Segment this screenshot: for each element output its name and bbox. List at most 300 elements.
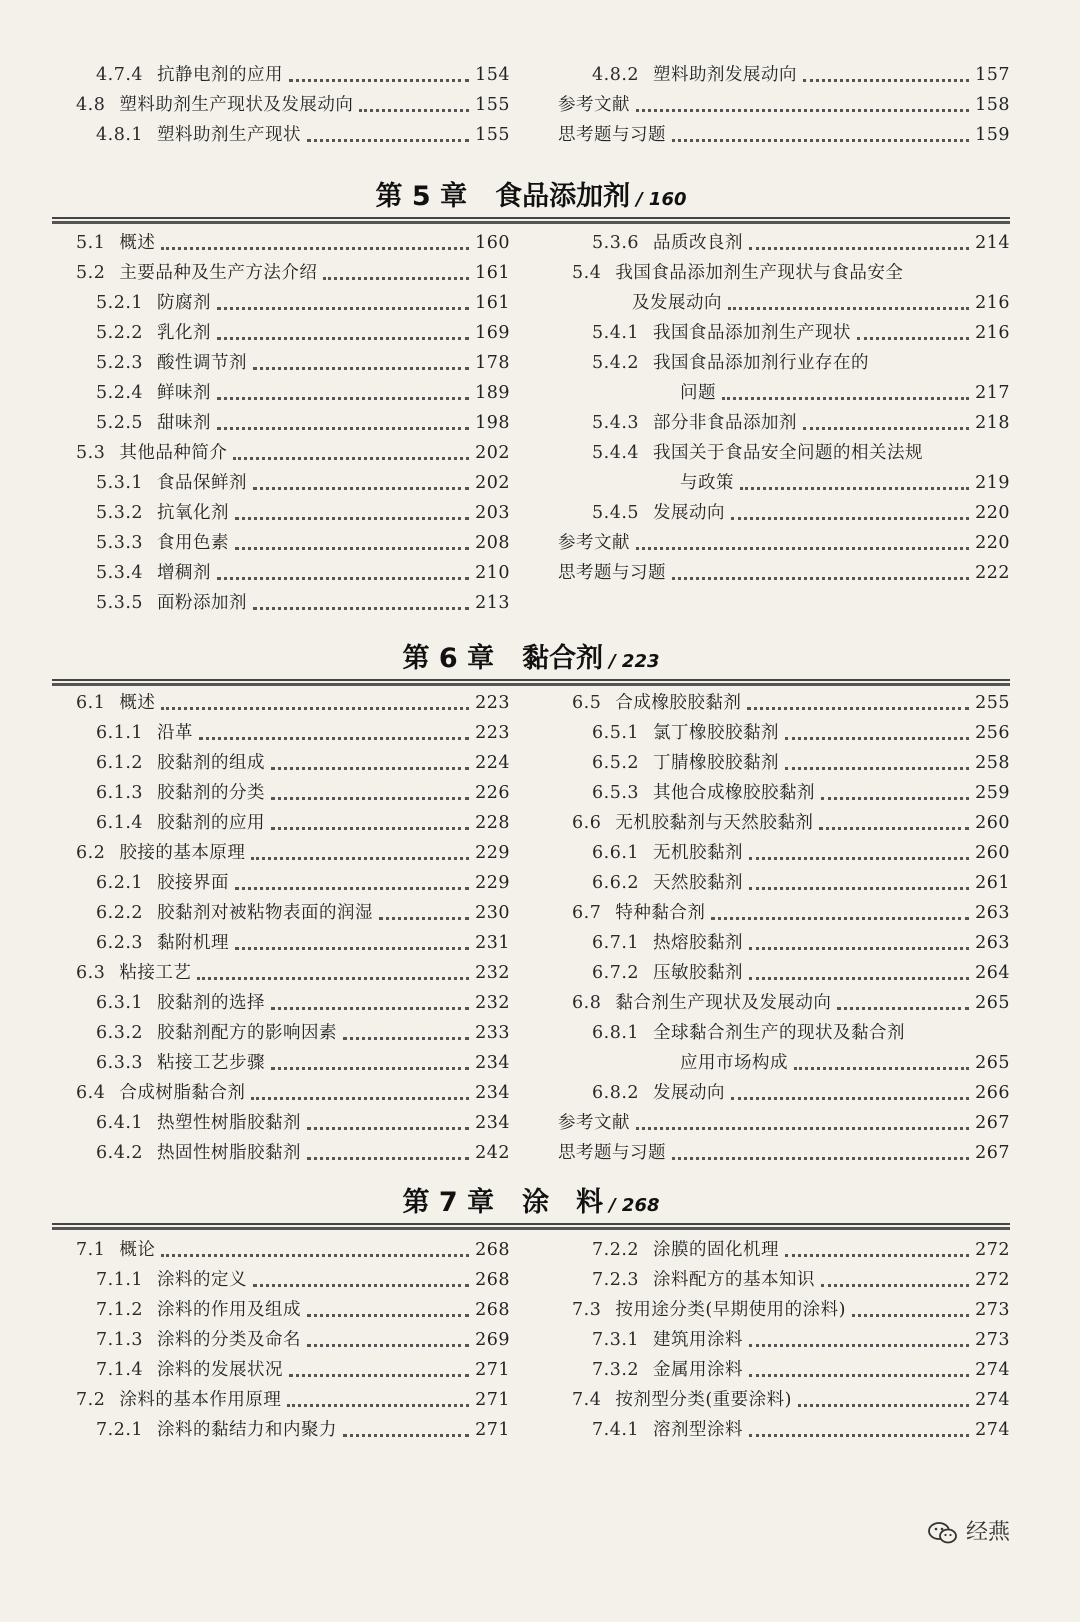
dot-leader [749,857,969,860]
toc-entry [62,1415,510,1445]
toc-entry [558,1138,1010,1168]
toc-entry-page: 202 [475,443,510,463]
toc-entry-title: 粘接工艺 [119,963,192,983]
toc-entry-title: 参考文献 [558,1113,630,1133]
dot-leader [271,1067,469,1070]
dot-leader [636,109,969,112]
toc-column-left [62,1235,510,1445]
toc-entry-number: 6.8 [572,993,602,1013]
toc-entry [62,318,510,348]
toc-entry-page: 214 [975,233,1010,253]
toc-entry-number: 5.4.3 [592,413,640,433]
toc-entry [558,528,1010,558]
toc-entry-page: 242 [475,1143,510,1163]
toc-entry-number: 5.2.4 [96,383,144,403]
toc-entry [558,1265,1010,1295]
toc-entry-page: 155 [475,125,510,145]
toc-entry-number: 7.1.3 [96,1330,144,1350]
toc-entry [558,688,1010,718]
toc-entry-number: 6.3.2 [96,1023,144,1043]
toc-entry-number: 6.8.2 [592,1083,640,1103]
toc-entry [558,1235,1010,1265]
toc-entry-number: 4.8.2 [592,65,640,85]
toc-entry-page: 216 [975,293,1010,313]
toc-entry-page: 189 [475,383,510,403]
dot-leader [794,1067,969,1070]
dot-leader [307,1344,469,1347]
toc-entry-title: 参考文献 [558,95,630,115]
toc-entry-number: 6.1 [76,693,106,713]
dot-leader [837,1007,969,1010]
dot-leader [253,367,469,370]
toc-entry-page: 160 [475,233,510,253]
dot-leader [749,1374,969,1377]
toc-entry-number: 6.6 [572,813,602,833]
toc-entry-title: 涂料的发展状况 [157,1360,284,1380]
toc-entry-page: 271 [475,1360,510,1380]
chapter-page: / 268 [609,1195,660,1216]
toc-entry [62,1108,510,1138]
toc-entry-title: 特种黏合剂 [615,903,706,923]
toc-entry-number: 5.2.2 [96,323,144,343]
dot-leader [749,1344,969,1347]
toc-entry-page: 223 [475,723,510,743]
toc-entry [558,468,1010,498]
toc-entry-title: 无机胶黏剂 [653,843,744,863]
toc-entry-number: 5.4 [572,263,602,283]
toc-entry-page: 267 [975,1113,1010,1133]
toc-entry [62,958,510,988]
chapter-title: 涂 料 [522,1187,604,1218]
toc-entry-page: 231 [475,933,510,953]
toc-entry-page: 155 [475,95,510,115]
toc-entry [62,1235,510,1265]
toc-entry [62,468,510,498]
toc-entry-title: 粘接工艺步骤 [157,1053,266,1073]
dot-leader [803,79,969,82]
toc-entry-number: 7.2.2 [592,1240,640,1260]
toc-entry-page: 159 [975,125,1010,145]
chapter-heading [52,1182,1010,1224]
toc-entry-number: 6.1.4 [96,813,144,833]
toc-entry-page: 258 [975,753,1010,773]
toc-entry-page: 228 [475,813,510,833]
chapter-title: 黏合剂 [522,643,604,674]
toc-entry [62,378,510,408]
toc-entry-title: 面粉添加剂 [157,593,248,613]
toc-entry-number: 5.4.1 [592,323,640,343]
toc-entry [558,558,1010,588]
toc-entry-number: 5.2.5 [96,413,144,433]
toc-entry [558,258,1010,288]
dot-leader [636,1127,969,1130]
toc-entry-page: 224 [475,753,510,773]
toc-entry-title: 热固性树脂胶黏剂 [157,1143,302,1163]
dot-leader [307,1157,469,1160]
toc-entry-page: 260 [975,813,1010,833]
chapter-rule [52,679,1010,686]
toc-entry-title: 我国食品添加剂生产现状与食品安全 [615,263,904,283]
toc-entry-title: 溶剂型涂料 [653,1420,744,1440]
toc-entry-number: 5.4.2 [592,353,640,373]
toc-entry-title: 胶黏剂的分类 [157,783,266,803]
toc-entry [558,868,1010,898]
dot-leader [731,517,969,520]
toc-entry-number: 6.2.1 [96,873,144,893]
toc-entry-number: 7.1.1 [96,1270,144,1290]
toc-entry-number: 4.8 [76,95,106,115]
toc-entry-title: 我国食品添加剂行业存在的 [653,353,870,373]
dot-leader [271,1007,469,1010]
toc-entry-page: 274 [975,1360,1010,1380]
toc-entry [558,1048,1010,1078]
toc-entry-page: 272 [975,1270,1010,1290]
toc-entry-title: 涂料配方的基本知识 [653,1270,816,1290]
dot-leader [217,577,469,580]
dot-leader [722,397,969,400]
toc-entry [62,528,510,558]
toc-entry-title: 无机胶黏剂与天然胶黏剂 [615,813,814,833]
toc-entry-number: 6.5.2 [592,753,640,773]
toc-entry-title: 胶黏剂配方的影响因素 [157,1023,338,1043]
toc-entry [558,1415,1010,1445]
toc-entry-number: 7.3.2 [592,1360,640,1380]
toc-entry-title: 主要品种及生产方法介绍 [119,263,318,283]
toc-entry-title: 概述 [119,233,156,253]
toc-entry-number: 6.3.3 [96,1053,144,1073]
dot-leader [821,797,969,800]
dot-leader [271,767,469,770]
toc-entry-page: 157 [975,65,1010,85]
toc-entry [62,1355,510,1385]
toc-entry [62,228,510,258]
dot-leader [636,547,969,550]
toc-entry-title: 防腐剂 [157,293,212,313]
dot-leader [217,337,469,340]
toc-entry-title: 涂膜的固化机理 [653,1240,780,1260]
toc-entry-number: 5.2.3 [96,353,144,373]
dot-leader [217,397,469,400]
toc-entry [558,318,1010,348]
toc-entry-number: 6.4.1 [96,1113,144,1133]
toc-entry-number: 7.3 [572,1300,602,1320]
toc-entry [558,438,1010,468]
dot-leader [251,1097,469,1100]
toc-entry-number: 5.3.5 [96,593,144,613]
toc-entry [558,1295,1010,1325]
toc-entry-title: 鲜味剂 [157,383,212,403]
toc-entry-number: 7.1.4 [96,1360,144,1380]
dot-leader [343,1434,469,1437]
toc-entry [62,498,510,528]
toc-entry-number: 5.4.5 [592,503,640,523]
toc-entry-title: 丁腈橡胶胶黏剂 [653,753,780,773]
dot-leader [235,547,469,550]
dot-leader [857,337,969,340]
toc-entry-number: 7.1.2 [96,1300,144,1320]
toc-entry-page: 256 [975,723,1010,743]
toc-entry [62,258,510,288]
toc-entry-number: 5.4.4 [592,443,640,463]
toc-entry-title: 酸性调节剂 [157,353,248,373]
toc-entry [62,988,510,1018]
toc-entry-title: 抗氧化剂 [157,503,230,523]
toc-entry-page: 267 [975,1143,1010,1163]
chapter-rule [52,217,1010,224]
toc-entry [558,348,1010,378]
toc-entry-number: 6.5.1 [592,723,640,743]
toc-entry-page: 202 [475,473,510,493]
toc-entry [62,120,510,150]
toc-entry-number: 5.3.1 [96,473,144,493]
toc-entry-page: 230 [475,903,510,923]
toc-entry-title: 胶接界面 [157,873,230,893]
toc-entry-page: 268 [475,1300,510,1320]
toc-entry [558,898,1010,928]
dot-leader [672,139,969,142]
toc-entry-title: 胶黏剂的应用 [157,813,266,833]
toc-entry-page: 273 [975,1330,1010,1350]
toc-entry-title: 塑料助剂生产现状 [157,125,302,145]
dot-leader [379,917,469,920]
toc-entry-page: 268 [475,1240,510,1260]
dot-leader [749,887,969,890]
toc-entry-title: 增稠剂 [157,563,212,583]
toc-entry [558,120,1010,150]
toc-entry-title: 氯丁橡胶胶黏剂 [653,723,780,743]
toc-entry [558,228,1010,258]
toc-entry-page: 263 [975,903,1010,923]
toc-entry-page: 229 [475,873,510,893]
toc-entry-number: 6.1.2 [96,753,144,773]
toc-entry-page: 271 [475,1420,510,1440]
toc-entry-page: 234 [475,1113,510,1133]
toc-entry-page: 260 [975,843,1010,863]
toc-entry-title: 甜味剂 [157,413,212,433]
toc-entry-number: 6.1.1 [96,723,144,743]
toc-entry [62,558,510,588]
toc-entry [558,1325,1010,1355]
toc-entry-title: 参考文献 [558,533,630,553]
toc-entry [558,928,1010,958]
toc-column-left [62,688,510,1168]
toc-entry-page: 169 [475,323,510,343]
toc-entry-title: 思考题与习题 [558,563,666,583]
toc-entry-number: 5.2.1 [96,293,144,313]
toc-entry-title: 热塑性树脂胶黏剂 [157,1113,302,1133]
toc-entry [62,60,510,90]
dot-leader [343,1037,469,1040]
toc-column-right [558,60,1010,150]
chapter-rule [52,1223,1010,1230]
toc-entry-title: 胶接的基本原理 [119,843,246,863]
toc-entry-number: 4.7.4 [96,65,144,85]
toc-entry-number: 6.7 [572,903,602,923]
toc-entry [62,718,510,748]
toc-entry [558,718,1010,748]
toc-entry-title: 问题 [680,383,716,403]
chapter-page: / 223 [609,651,660,672]
toc-entry-title: 涂料的作用及组成 [157,1300,302,1320]
toc-entry-number: 6.7.1 [592,933,640,953]
toc-entry [62,588,510,618]
toc-entry-title: 概论 [119,1240,156,1260]
toc-entry-page: 261 [975,873,1010,893]
dot-leader [289,1374,469,1377]
toc-entry-title: 黏附机理 [157,933,230,953]
toc-entry-number: 5.2 [76,263,106,283]
toc-entry [62,1018,510,1048]
toc-entry-title: 其他合成橡胶胶黏剂 [653,783,816,803]
toc-entry-page: 263 [975,933,1010,953]
toc-entry [558,778,1010,808]
toc-entry [558,60,1010,90]
toc-entry-number: 6.6.2 [592,873,640,893]
chapter-title: 食品添加剂 [495,181,631,212]
dot-leader [747,707,969,710]
toc-entry-page: 268 [475,1270,510,1290]
toc-entry-title: 黏合剂生产现状及发展动向 [615,993,832,1013]
dot-leader [749,947,969,950]
toc-entry-title: 其他品种简介 [119,443,228,463]
toc-entry-title: 按剂型分类(重要涂料) [615,1390,792,1410]
dot-leader [307,139,469,142]
toc-entry [558,1018,1010,1048]
toc-entry-number: 6.4 [76,1083,106,1103]
toc-entry-page: 219 [975,473,1010,493]
toc-entry [62,748,510,778]
toc-entry-number: 6.5.3 [592,783,640,803]
dot-leader [852,1314,969,1317]
toc-entry [62,778,510,808]
dot-leader [821,1284,969,1287]
toc-entry-number: 7.2.3 [592,1270,640,1290]
toc-entry-title: 部分非食品添加剂 [653,413,798,433]
toc-entry [62,348,510,378]
toc-entry-title: 全球黏合剂生产的现状及黏合剂 [653,1023,906,1043]
dot-leader [235,517,469,520]
dot-leader [672,577,969,580]
dot-leader [161,707,469,710]
toc-entry-page: 203 [475,503,510,523]
toc-entry-title: 涂料的基本作用原理 [119,1390,282,1410]
toc-entry-title: 乳化剂 [157,323,212,343]
toc-entry-title: 涂料的黏结力和内聚力 [157,1420,338,1440]
toc-entry-page: 154 [475,65,510,85]
dot-leader [740,487,969,490]
dot-leader [235,947,469,950]
toc-entry-title: 压敏胶黏剂 [653,963,744,983]
dot-leader [161,1254,469,1257]
toc-entry-page: 213 [475,593,510,613]
dot-leader [307,1127,469,1130]
toc-entry-number: 6.4.2 [96,1143,144,1163]
toc-entry [558,1385,1010,1415]
toc-entry-page: 158 [975,95,1010,115]
toc-entry-page: 233 [475,1023,510,1043]
toc-entry [558,748,1010,778]
toc-entry [62,1385,510,1415]
toc-entry-page: 208 [475,533,510,553]
dot-leader [785,1254,969,1257]
chapter-label: 第 5 章 [375,181,468,212]
dot-leader [803,427,969,430]
toc-entry-number: 6.1.3 [96,783,144,803]
toc-entry-title: 涂料的分类及命名 [157,1330,302,1350]
wechat-icon [928,1521,958,1545]
toc-entry-title: 食用色素 [157,533,230,553]
toc-entry-page: 198 [475,413,510,433]
toc-entry-title: 及发展动向 [632,293,722,313]
toc-entry [558,90,1010,120]
toc-entry [62,1325,510,1355]
toc-entry [558,1108,1010,1138]
toc-entry-title: 思考题与习题 [558,125,666,145]
toc-entry-page: 161 [475,263,510,283]
toc-entry-number: 6.3.1 [96,993,144,1013]
toc-entry-title: 天然胶黏剂 [653,873,744,893]
dot-leader [798,1404,969,1407]
toc-entry-page: 217 [975,383,1010,403]
toc-entry-title: 沿革 [157,723,194,743]
toc-column-left [62,228,510,618]
toc-entry [62,898,510,928]
dot-leader [197,977,469,980]
dot-leader [253,1284,469,1287]
toc-entry-page: 271 [475,1390,510,1410]
toc-entry-title: 热熔胶黏剂 [653,933,744,953]
toc-entry-title: 胶黏剂对被粘物表面的润湿 [157,903,374,923]
toc-entry-title: 发展动向 [653,1083,726,1103]
toc-entry-title: 合成树脂黏合剂 [119,1083,246,1103]
toc-entry-number: 6.2.2 [96,903,144,923]
toc-entry-title: 思考题与习题 [558,1143,666,1163]
toc-entry-page: 269 [475,1330,510,1350]
toc-entry-page: 161 [475,293,510,313]
dot-leader [233,457,469,460]
dot-leader [819,827,969,830]
toc-entry-number: 7.3.1 [592,1330,640,1350]
toc-entry-number: 7.4.1 [592,1420,640,1440]
toc-entry-title: 概述 [119,693,156,713]
toc-entry-number: 6.7.2 [592,963,640,983]
toc-entry-number: 4.8.1 [96,125,144,145]
toc-entry-page: 210 [475,563,510,583]
watermark [928,1513,1010,1553]
chapter-heading [52,176,1010,218]
dot-leader [749,1434,969,1437]
toc-entry-title: 与政策 [680,473,734,493]
toc-entry-title: 建筑用涂料 [653,1330,744,1350]
toc-entry-number: 5.1 [76,233,106,253]
toc-entry-page: 265 [975,993,1010,1013]
dot-leader [235,887,469,890]
toc-column-left [62,60,510,150]
dot-leader [323,277,469,280]
dot-leader [731,1097,969,1100]
toc-entry-number: 6.8.1 [592,1023,640,1043]
toc-entry-page: 223 [475,693,510,713]
toc-entry-number: 7.1 [76,1240,106,1260]
dot-leader [711,917,969,920]
toc-entry-number: 7.2 [76,1390,106,1410]
toc-entry [62,438,510,468]
toc-column-right [558,1235,1010,1445]
dot-leader [749,247,969,250]
toc-entry-page: 229 [475,843,510,863]
toc-entry-number: 5.3.3 [96,533,144,553]
toc-entry-number: 5.3 [76,443,106,463]
